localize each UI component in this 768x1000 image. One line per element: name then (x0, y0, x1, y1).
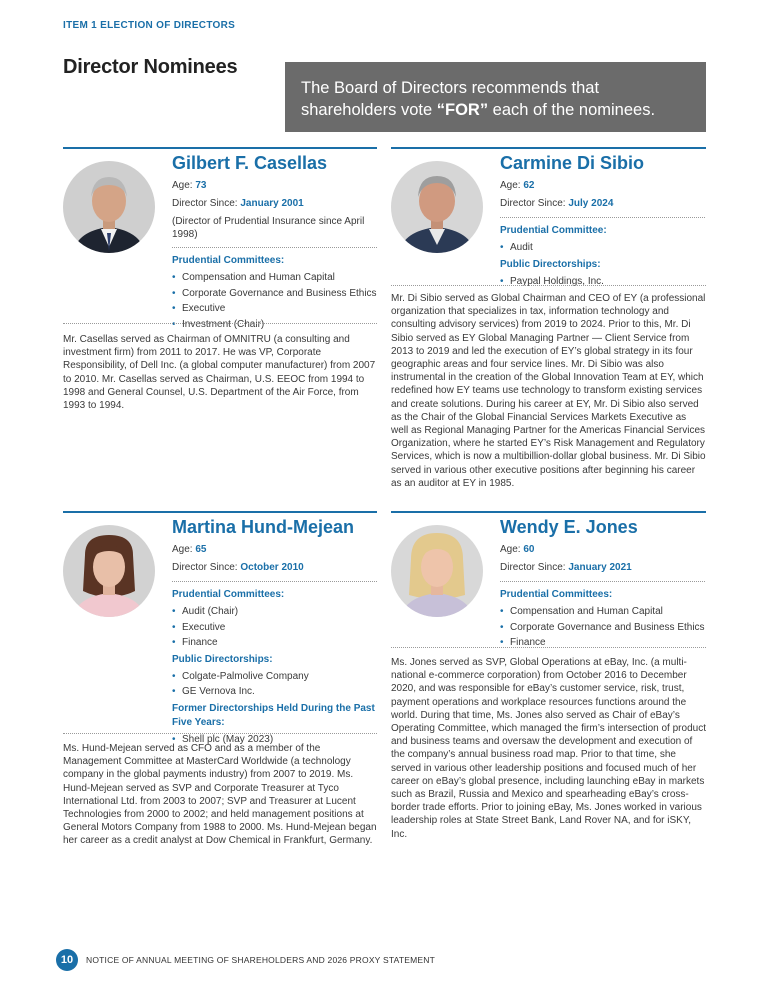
directorship-list (500, 274, 705, 290)
nominee-bio: Mr. Di Sibio served as Global Chairman and CEO of EY (a professional organization that specializes in tax, information technology and consulting advisory services) from 2019 to 2024. Prior to this, Mr. Di Sibio served as EY Global Managing Partner — Client Service from 2013 to 2019 and led the execution of EY’s global strategy in its four geographic areas and four service lines. Mr. Di Sibio was also instrumental in the creation of the Global Innovation Team at EY, which redefined how EY teams use technology to transform existing services and create solutions. During his career at EY, Mr. Di Sibio also served as the Chair of the Global Financial Services Markets Executive as well as Regional Managing Partner for the Americas Financial Services Organization, where he started EY’s Risk Management and Regulatory Services, which is now a multibillion-dollar global business. Mr. Di Sibio served in various other executive positions after beginning his career as an auditor at EY in 1985. (391, 293, 706, 489)
recommendation-box (285, 62, 706, 132)
page-number: 10 (56, 949, 78, 971)
public-directorships-header: Public Directorships: (172, 653, 273, 665)
dotted-divider (500, 581, 705, 582)
committees-header: Prudential Committee: (500, 225, 607, 236)
nominee-photo (391, 525, 483, 617)
directorship-list (172, 669, 377, 700)
nominee-director-since: Director Since: January 2001 (172, 198, 304, 209)
former-directorships-header: Former Directorships Held During the Past Five Years: (172, 702, 375, 728)
card-top-rule (63, 147, 377, 149)
nominee-name: Carmine Di Sibio (500, 153, 645, 173)
card-top-rule (391, 147, 706, 149)
nominee-director-since: Director Since: July 2024 (500, 198, 614, 209)
nominee-age: Age: 62 (500, 180, 535, 191)
nominee-bio: Ms. Jones served as SVP, Global Operations at eBay, Inc. (a multi-national e-commerce corporation) from October 2016 to December 2020, and was responsible for eBay’s customer service, risk, trust, payment operations and workplace resources functions around the world. During that time, Ms. Jones also served as Chair of eBay’s Operating Committee, which managed the firm’s intersection of product and business teams and oversaw the development and execution of the company’s annual business road map. Prior to that time, she served in various other leadership positions and focused much of her career on eBay’s global presence, including launching eBay in markets such as Brazil, Russia and Mexico and spearheading eBay’s cross-border trade efforts. Prior to joining eBay, Ms. Jones worked in various leadership roles at State Street Bank, Land Rover NA, and for iSKY, Inc. (391, 657, 706, 840)
list-item: • Audit (Chair) (172, 606, 239, 617)
list-item: • Executive (172, 303, 226, 314)
dotted-divider (172, 581, 377, 582)
list-item: • Audit (500, 242, 533, 253)
list-item: • Executive (172, 621, 226, 633)
public-directorships-header: Public Directorships: (500, 258, 601, 270)
dotted-divider (391, 647, 706, 648)
dotted-divider (500, 217, 705, 218)
committees-header: Prudential Committees: (172, 589, 285, 600)
list-item: • Colgate-Palmolive Company (172, 670, 309, 682)
nominee-bio: Ms. Hund-Mejean served as CFO and as a member of the Management Committee at MasterCard Worldwide (a technology company in the global payments industry) from 2007 to 2019. Ms. Hund-Mejean served as SVP and Corporate Treasurer at Tyco International Ltd. from 2003 to 2007; SVP and Treasurer at Lucent Technologies from 2000 to 2002; and held management positions at General Motors Company from 1988 to 2000. Ms. Hund-Mejean began her career as a credit analyst at Dow Chemical in Frankfurt, Germany. (63, 743, 377, 847)
list-item: • Finance (500, 637, 546, 648)
committee-list (500, 240, 705, 256)
nominee-director-since: Director Since: January 2021 (500, 562, 632, 573)
list-item: • Finance (172, 637, 218, 648)
list-item: • Compensation and Human Capital (172, 272, 335, 283)
committees-header: Prudential Committees: (500, 589, 613, 600)
nominee-photo (391, 161, 483, 253)
list-item: • Shell plc (May 2023) (172, 733, 274, 745)
nominee-photo (63, 525, 155, 617)
nominee-director-since: Director Since: October 2010 (172, 562, 304, 573)
committees-header: Prudential Committees: (172, 255, 285, 266)
nominee-bio: Mr. Casellas served as Chairman of OMNITRU (a consulting and investment firm) from 2011 to 2017. He was VP, Corporate Responsibility, of Dell Inc. (a global computer manufacturer) from 2007 to 2010. Mr. Casellas served as Chairman, U.S. EEOC from 1994 to 1998 and General Counsel, U.S. Department of the Air Force, from 1993 to 1994. (63, 334, 376, 412)
for-emphasis: “FOR” (436, 101, 489, 119)
committee-list (172, 604, 377, 651)
nominee-age: Age: 65 (172, 544, 207, 555)
list-item: • Paypal Holdings, Inc. (500, 275, 604, 287)
section-tag: ITEM 1 ELECTION OF DIRECTORS (63, 20, 236, 31)
dotted-divider (63, 733, 377, 734)
page-title: Director Nominees (63, 56, 238, 78)
list-item: • Corporate Governance and Business Ethics (172, 287, 377, 299)
dotted-divider (172, 247, 377, 248)
recommendation-line-1: The Board of Directors recommends that (301, 79, 600, 97)
recommendation-line-2: shareholders vote “FOR” each of the nominees. (301, 101, 656, 119)
card-top-rule (391, 511, 706, 513)
nominee-name: Gilbert F. Casellas (172, 153, 328, 173)
list-item: • Corporate Governance and Business Ethics (500, 621, 705, 633)
list-item: • Investment (Chair) (172, 318, 265, 330)
card-top-rule (63, 511, 377, 513)
nominee-age: Age: 73 (172, 180, 207, 191)
list-item: • GE Vernova Inc. (172, 686, 255, 697)
nominee-name: Martina Hund-Mejean (172, 517, 355, 537)
footer-title: NOTICE OF ANNUAL MEETING OF SHAREHOLDERS AND 2026 PROXY STATEMENT (86, 955, 435, 965)
nominee-photo (63, 161, 155, 253)
committee-list (500, 604, 705, 651)
dotted-divider (63, 323, 377, 324)
nominee-note: (Director of Prudential Insurance since April 1998) (172, 216, 365, 240)
nominee-age: Age: 60 (500, 544, 535, 555)
list-item: • Compensation and Human Capital (500, 606, 663, 617)
nominee-name: Wendy E. Jones (500, 517, 638, 537)
dotted-divider (391, 285, 706, 286)
